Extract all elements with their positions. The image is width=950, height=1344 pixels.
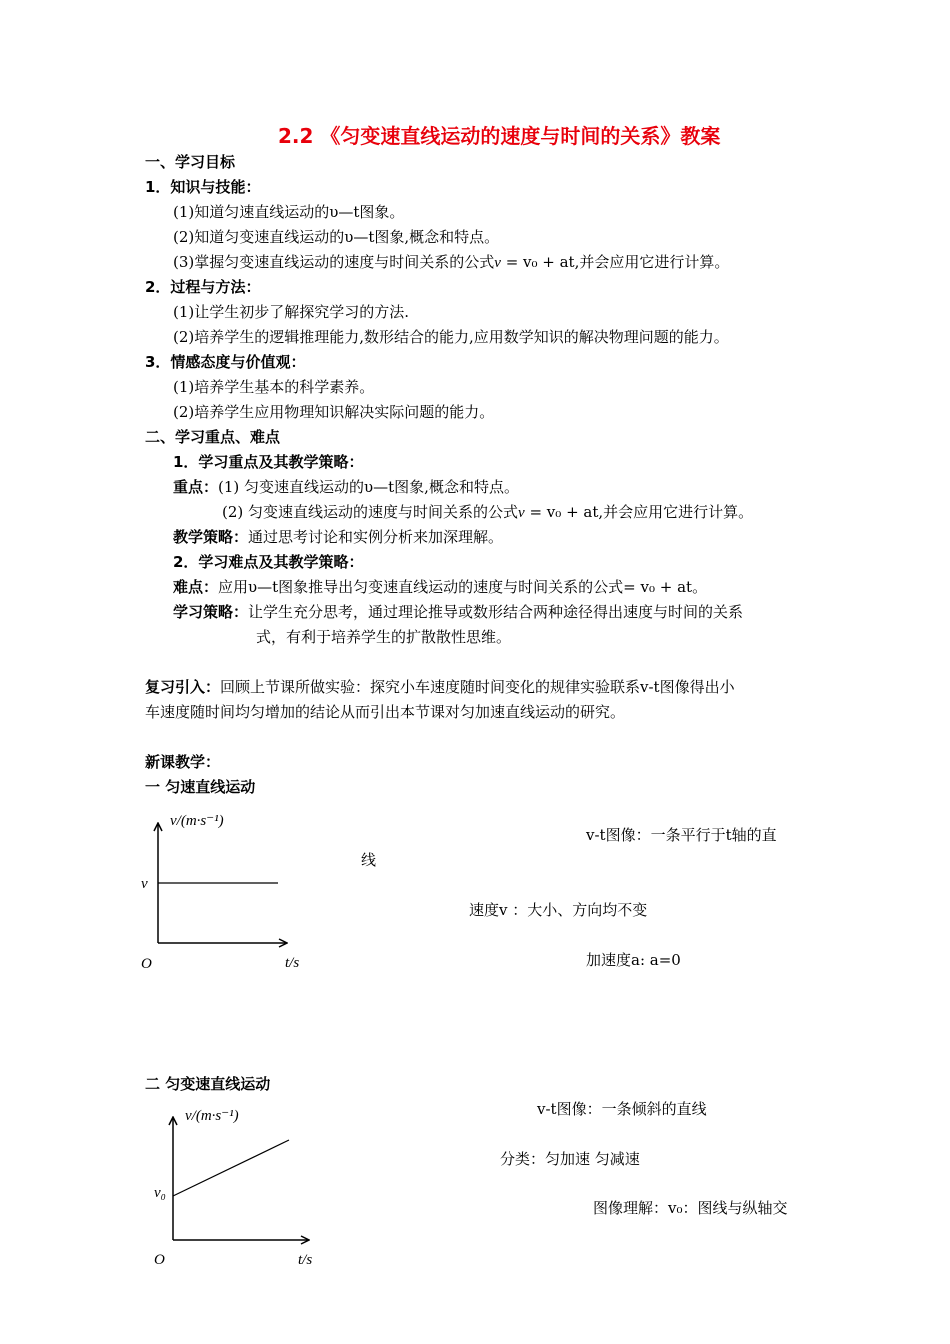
learning-strategy [173,602,743,622]
velocity-label: v [141,876,148,892]
key-point-2-text: (2) 匀变速直线运动的速度与时间关系的公式 [222,503,519,521]
subheading-difficulty: 2．学习难点及其教学策略： [173,553,364,571]
part2-title: 二 匀变速直线运动 [145,1075,271,1093]
knowledge-item-2: (2)知道匀变速直线运动的υ—t图象,概念和特点。 [173,228,500,246]
knowledge-item-1: (1)知道匀速直线运动的υ—t图象。 [173,203,405,221]
new-lesson-label: 新课教学： [145,753,221,771]
review-intro [145,677,735,697]
teaching-strategy [173,527,503,547]
formula-v: v [494,255,501,271]
x-axis-label: t/s [298,1252,313,1268]
vt-graph-uniform [130,808,310,978]
velocity-line [173,1140,289,1196]
section-heading-goals: 一、学习目标 [145,153,236,171]
knowledge-item-3-text: (3)掌握匀变速直线运动的速度与时间关系的公式 [173,253,495,271]
formula: = v₀ + at [500,253,575,271]
review-text: 回顾上节课所做实验：探究小车速度随时间变化的规律实验联系v-t图像得出小 [220,678,735,696]
process-item-1: (1)让学生初步了解探究学习的方法. [173,303,410,321]
process-item-2: (2)培养学生的逻辑推理能力,数形结合的能力,应用数学知识的解决物理问题的能力。 [173,328,729,346]
part1-note-1-cont: 线 [361,851,377,869]
learning-strategy-text: 让学生充分思考，通过理论推导或数形结合两种途径得出速度与时间的关系 [248,603,744,621]
y-axis-label: v/(m·s⁻¹) [185,1108,239,1124]
part1-title: 一 匀速直线运动 [145,778,256,796]
learning-strategy-text-cont: 式，有利于培养学生的扩散散性思维。 [256,628,512,646]
review-text-cont: 车速度随时间均匀增加的结论从而引出本节课对匀加速直线运动的研究。 [145,703,626,721]
key-point-1-text: (1) 匀变速直线运动的υ—t图象,概念和特点。 [218,478,519,496]
page-title: 2.2 《匀变速直线运动的速度与时间的关系》教案 [278,124,721,148]
subheading-knowledge: 1．知识与技能： [145,178,261,196]
formula-v: v [518,505,525,521]
origin-label: O [141,956,152,972]
part2-note-2: 分类：匀加速 匀减速 [500,1150,640,1168]
formula: = v₀ + at [524,503,599,521]
key-label: 重点： [173,478,219,496]
difficulty-label: 难点： [173,578,219,596]
key-point-2 [222,502,753,523]
part1-note-2: 速度v ：大小、方向均不变 [469,901,648,919]
section-heading-key-points: 二、学习重点、难点 [145,428,281,446]
part2-note-3: 图像理解：v₀：图线与纵轴交 [593,1199,788,1217]
knowledge-item-3 [173,252,729,273]
origin-label: O [154,1252,165,1268]
learning-strategy-label: 学习策略： [173,603,249,621]
part1-note-1: v-t图像：一条平行于t轴的直 [586,826,777,844]
emotion-item-1: (1)培养学生基本的科学素养。 [173,378,375,396]
key-point-2-tail: ,并会应用它进行计算。 [598,503,754,521]
y-axis-label: v/(m·s⁻¹) [170,813,224,829]
emotion-item-2: (2)培养学生应用物理知识解决实际问题的能力。 [173,403,495,421]
vt-graph-uniformly-accelerated [140,1100,340,1275]
initial-velocity-label: v₀ [154,1185,166,1201]
review-label: 复习引入： [145,678,221,696]
part2-note-1: v-t图像：一条倾斜的直线 [537,1100,707,1118]
strategy-text: 通过思考讨论和实例分析来加深理解。 [248,528,504,546]
strategy-label: 教学策略： [173,528,249,546]
subheading-emotion: 3．情感态度与价值观： [145,353,306,371]
subheading-process: 2．过程与方法： [145,278,261,296]
difficulty-text: 应用υ—t图象推导出匀变速直线运动的速度与时间关系的公式= v₀ + at。 [218,578,708,596]
x-axis-label: t/s [285,955,300,971]
difficulty [173,577,707,597]
key-point-1 [173,477,519,497]
knowledge-item-3-tail: ,并会应用它进行计算。 [574,253,730,271]
subheading-key: 1．学习重点及其教学策略： [173,453,364,471]
part1-note-3: 加速度a: a=0 [586,951,681,969]
